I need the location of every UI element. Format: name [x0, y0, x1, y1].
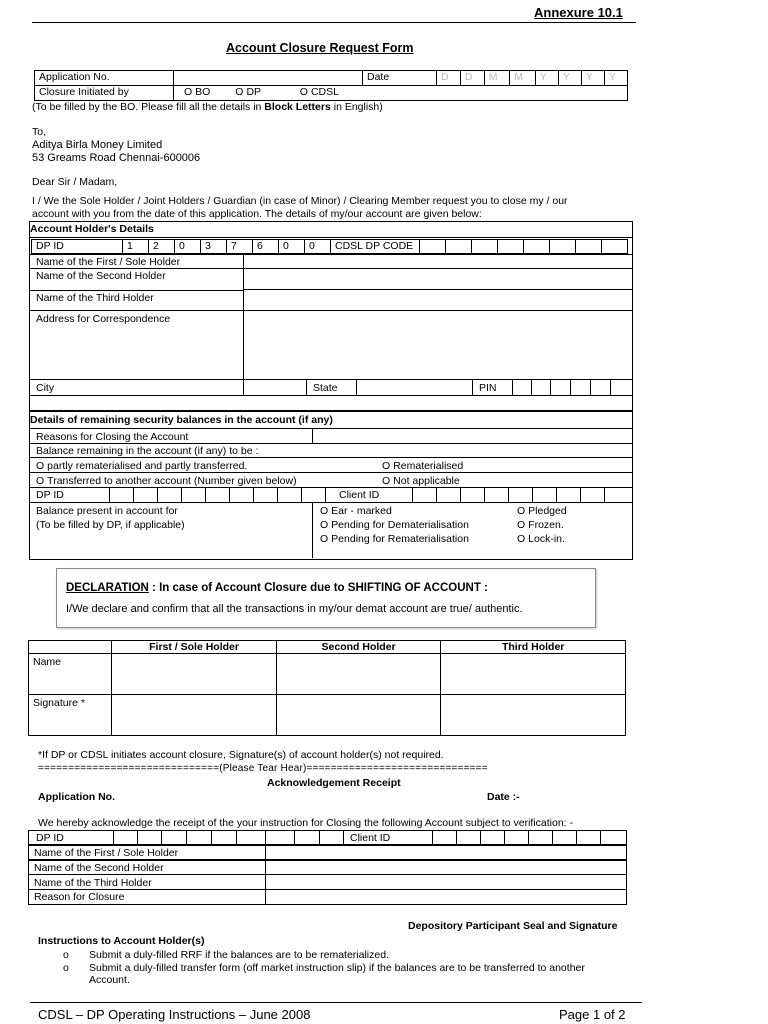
date-m2[interactable]: M [510, 71, 536, 86]
declaration-text: I/We declare and confirm that all the transactions in my/our demat account are true/ authentic. [66, 603, 523, 615]
radio-pledged[interactable]: O Pledged [517, 505, 567, 517]
ack-client-id: Client ID [350, 832, 391, 844]
third-holder-label: Name of the Third Holder [36, 292, 154, 304]
instruction-2a: Submit a duly-filled transfer form (off market instruction slip) if the balances are to be transferred to another [89, 962, 585, 974]
form-title: Account Closure Request Form [226, 41, 414, 55]
dp-digit-4: 3 [201, 240, 227, 254]
application-table [34, 70, 628, 101]
header-second-holder: Second Holder [276, 641, 441, 654]
present-line2: (To be filled by DP, if applicable) [36, 519, 185, 531]
cdsl-box-7[interactable] [576, 240, 602, 254]
radio-not-applicable[interactable]: O Not applicable [382, 475, 460, 487]
cdsl-box-6[interactable] [550, 240, 576, 254]
radio-cdsl[interactable]: O CDSL [300, 86, 339, 98]
city-state-divider [306, 379, 307, 395]
name-second[interactable] [276, 654, 441, 695]
app-no-label: Application No. [35, 71, 174, 86]
present-line1: Balance present in account for [36, 505, 178, 517]
cdsl-box-4[interactable] [498, 240, 524, 254]
seal-signature: Depository Participant Seal and Signature [408, 920, 618, 932]
date-label: Date [363, 71, 437, 86]
date-y4[interactable]: Y [604, 71, 627, 86]
ack-second-holder: Name of the Second Holder [34, 862, 164, 874]
date-d1[interactable]: D [437, 71, 461, 86]
bullet-icon: o [63, 949, 69, 961]
first-holder-label: Name of the First / Sole Holder [36, 256, 181, 268]
request-line2: account with you from the date of this application. The details of my/our account are given below: [32, 208, 482, 220]
date-d2[interactable]: D [460, 71, 484, 86]
ack-dp-id: DP ID [36, 832, 64, 844]
cdsl-code-label: CDSL DP CODE [331, 240, 420, 254]
salutation: Dear Sir / Madam, [32, 176, 118, 188]
initiated-options [174, 86, 628, 101]
cdsl-box-8[interactable] [602, 240, 628, 254]
address-label: Address for Correspondence [36, 313, 171, 325]
ack-third-holder: Name of the Third Holder [34, 877, 152, 889]
radio-rematerialised[interactable]: O Rematerialised [382, 460, 463, 472]
bal-client-id-label: Client ID [339, 489, 380, 501]
fill-note: (To be filled by the BO. Please fill all the details in Block Letters in English) [32, 101, 383, 113]
footer-left: CDSL – DP Operating Instructions – June 2008 [38, 1007, 311, 1022]
radio-bo[interactable]: O BO [184, 86, 210, 98]
app-no-field[interactable] [174, 71, 363, 86]
ack-date: Date :- [487, 791, 520, 803]
state-label: State [313, 382, 338, 394]
declaration-box [56, 568, 596, 628]
cdsl-box-2[interactable] [446, 240, 472, 254]
balances-heading: Details of remaining security balances in the account (if any) [30, 414, 333, 426]
remaining-label: Balance remaining in the account (if any) to be : [36, 445, 259, 457]
reasons-label: Reasons for Closing the Account [36, 431, 189, 443]
dp-id-label: DP ID [32, 240, 123, 254]
declaration-title: DECLARATION : In case of Account Closure due to SHIFTING OF ACCOUNT : [66, 582, 488, 594]
dp-digit-5: 7 [227, 240, 253, 254]
dp-digit-7: 0 [279, 240, 305, 254]
dp-digit-6: 6 [253, 240, 279, 254]
top-rule [32, 22, 636, 23]
pin-label: PIN [479, 382, 497, 394]
cdsl-box-5[interactable] [524, 240, 550, 254]
sig-signature-label: Signature * [29, 695, 112, 736]
header-third-holder: Third Holder [441, 641, 626, 654]
ack-reason: Reason for Closure [34, 891, 125, 903]
annexure-label: Annexure 10.1 [534, 5, 623, 20]
radio-partly[interactable]: O partly rematerialised and partly transferred. [36, 460, 247, 472]
footer-rule [30, 1002, 642, 1003]
footnote: *If DP or CDSL initiates account closure, Signature(s) of account holder(s) not required. [38, 749, 444, 761]
address-to: To, [32, 126, 47, 138]
date-m1[interactable]: M [484, 71, 510, 86]
bullet-icon: o [63, 962, 69, 974]
instruction-2b: Account. [89, 974, 130, 986]
dp-id-row [31, 239, 628, 254]
initiated-label: Closure Initiated by [35, 86, 174, 101]
signature-table [28, 640, 626, 736]
cdsl-box-1[interactable] [420, 240, 446, 254]
signature-first[interactable] [112, 695, 277, 736]
dp-digit-3: 0 [175, 240, 201, 254]
dp-digit-8: 0 [305, 240, 331, 254]
signature-second[interactable] [276, 695, 441, 736]
city-label: City [36, 382, 55, 394]
name-third[interactable] [441, 654, 626, 695]
request-line1: I / We the Sole Holder / Joint Holders / Guardian (in case of Minor) / Clearing Member request you to close my / our [32, 195, 568, 207]
address-line2: 53 Greams Road Chennai-600006 [32, 152, 201, 164]
dp-digit-1: 1 [123, 240, 149, 254]
tear-line: ==============================(Please Tear Hear)============================== [38, 763, 488, 774]
bal-dp-id-label: DP ID [36, 489, 64, 501]
instructions-title: Instructions to Account Holder(s) [38, 935, 205, 947]
name-first[interactable] [112, 654, 277, 695]
radio-dp[interactable]: O DP [235, 86, 261, 98]
sig-name-label: Name [29, 654, 112, 695]
date-y2[interactable]: Y [558, 71, 581, 86]
radio-lockin[interactable]: O Lock-in. [517, 533, 565, 545]
second-holder-label: Name of the Second Holder [36, 270, 166, 282]
holders-vertical-divider [243, 254, 244, 395]
footer-right: Page 1 of 2 [559, 1007, 626, 1022]
date-y3[interactable]: Y [581, 71, 604, 86]
dp-digit-2: 2 [149, 240, 175, 254]
radio-pending-remat[interactable]: O Pending for Rematerialisation [320, 533, 469, 545]
header-first-holder: First / Sole Holder [112, 641, 277, 654]
radio-ear-marked[interactable]: O Ear - marked [320, 505, 392, 517]
ack-text: We hereby acknowledge the receipt of the your instruction for Closing the following Account subject to verification: - [38, 817, 574, 829]
instruction-1: Submit a duly-filled RRF if the balances are to be rematerialized. [89, 949, 389, 961]
sig-corner [29, 641, 112, 654]
cdsl-box-3[interactable] [472, 240, 498, 254]
signature-third[interactable] [441, 695, 626, 736]
ack-first-holder: Name of the First / Sole Holder [34, 847, 179, 859]
ack-title: Acknowledgement Receipt [267, 777, 401, 789]
holders-heading: Account Holder's Details [30, 223, 154, 235]
date-y1[interactable]: Y [535, 71, 558, 86]
radio-frozen[interactable]: O Frozen. [517, 519, 564, 531]
radio-pending-demat[interactable]: O Pending for Dematerialisation [320, 519, 469, 531]
ack-app-no: Application No. [38, 791, 115, 803]
address-line1: Aditya Birla Money Limited [32, 139, 163, 151]
radio-transferred[interactable]: O Transferred to another account (Number given below) [36, 475, 297, 487]
